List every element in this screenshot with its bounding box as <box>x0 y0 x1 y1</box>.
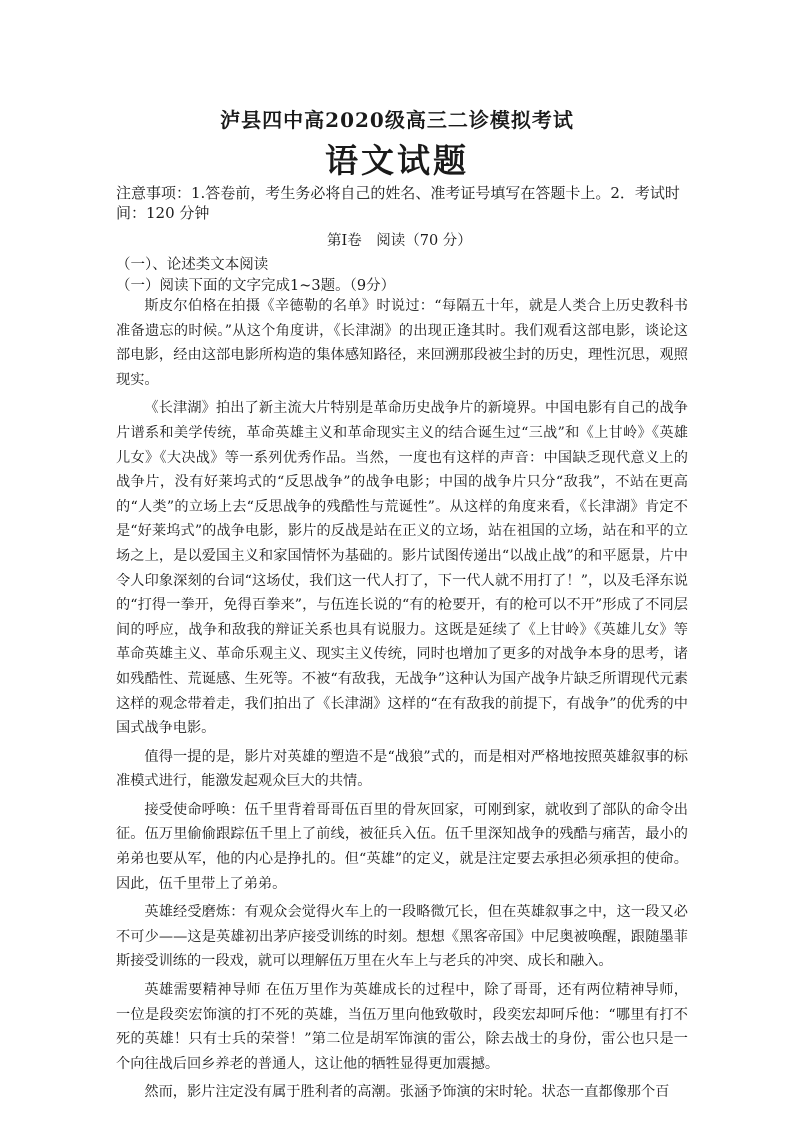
section-title: 第Ⅰ卷 阅读（70 分） <box>327 233 472 249</box>
exam-title: 泸县四中高2020级高三二诊模拟考试 <box>220 108 574 132</box>
passage-paragraph: 《长津湖》拍出了新主流大片特别是革命历史战争片的新境界。中国电影有自己的战争片谱系和美学传统，革命英雄主义和革命现实主义的结合诞生过“三战”和《上甘岭》《英雄儿女》《大决战》等一系列优秀作品。当然，一度也有这样的声音：中国缺乏现代意义上的战争片，没有好莱坞式的“反思战争”的战争电影；中国的战争片只分“敌我”，不站在更高的“人类”的立场上去“反思战争的残酷性与荒诞性”。从这样的角度来看，《长津湖》肯定不是“好莱坞式”的战争电影，影片的反战是站在正义的立场，站在祖国的立场，站在和平的立场之上，是以爱国主义和家国情怀为基础的。影片试图传递出“以战止战”的和平愿景，片中令人印象深刻的台词“这场仗，我们这一代人打了，下一代人就不用打了！”，以及毛泽东说的“打得一拳开，免得百拳来”，与伍连长说的“有的枪要开，有的枪可以不开”形成了不同层间的呼应，战争和敌我的辩证关系也具有说服力。这既是延续了《上甘岭》《英雄儿女》等革命英雄主义、革命乐观主义、现实主义传统，同时也增加了更多的对战争本身的思考，诸如残酷性、荒诞感、生死等。不被“有敌我，无战争”这种认为国产战争片缺乏所谓现代元素这样的观念带着走，我们拍出了《长津湖》这样的“在有敌我的前提下，有战争”的优秀的中国式战争电影。 <box>116 400 688 737</box>
passage-paragraph: 然而，影片注定没有属于胜利者的高潮。张涵予饰演的宋时轮。状态一直都像那个百 <box>144 1084 670 1101</box>
passage-paragraph: 英雄需要精神导师 在伍万里作为英雄成长的过程中，除了哥哥，还有两位精神导师，一位是段奕宏饰演的打不死的英雄，当伍万里向他致敬时，段奕宏却呵斥他：“哪里有打不死的英雄！只有士兵的荣誉！”第二位是胡军饰演的雷公，除去战士的身份，雷公也只是一个向往战后回乡养老的普通人，这让他的牺牲显得更加震撼。 <box>116 982 688 1072</box>
passage-paragraph: 英雄经受磨炼：有观众会觉得火车上的一段略微冗长，但在英雄叙事之中，这一段又必不可少——这是英雄初出茅庐接受训练的时刻。想想《黑客帝国》中尼奥被唤醒，跟随墨菲斯接受训练的一段戏，就可以理解伍万里在火车上与老兵的冲突、成长和融入。 <box>116 904 688 970</box>
passage-paragraph: 接受使命呼唤：伍千里背着哥哥伍百里的骨灰回家，可刚到家，就收到了部队的命令出征。伍万里偷偷跟踪伍千里上了前线，被征兵入伍。伍千里深知战争的残酷与痛苦，最小的弟弟也要从军，他的内心是挣扎的。但“英雄”的定义，就是注定要去承担必须承担的使命。因此，伍千里带上了弟弟。 <box>116 801 688 892</box>
subject-title: 语文试题 <box>325 141 469 180</box>
passage-paragraph: 斯皮尔伯格在拍摄《辛德勒的名单》时说过：“每隔五十年，就是人类合上历史教科书准备遗忘的时候。”从这个角度讲，《长津湖》的出现正逢其时。我们观看这部电影，谈论这部电影，经由这部电影所构造的集体感知路径，来回溯那段被尘封的历史，理性沉思，观照现实。 <box>116 298 688 388</box>
exam-notice: 注意事项：1.答卷前，考生务必将自己的姓名、准考证号填写在答题卡上。2．考试时间：120 分钟 <box>116 184 680 222</box>
part-heading: （一）、论述类文本阅读 <box>116 257 269 273</box>
reading-passage <box>116 294 688 1105</box>
passage-paragraph: 值得一提的是，影片对英雄的塑造不是“战狼”式的，而是相对严格地按照英雄叙事的标准模式进行，能激发起观众巨大的共情。 <box>116 748 688 790</box>
question-heading: （一）阅读下面的文字完成1~3题。（9分） <box>116 278 396 294</box>
